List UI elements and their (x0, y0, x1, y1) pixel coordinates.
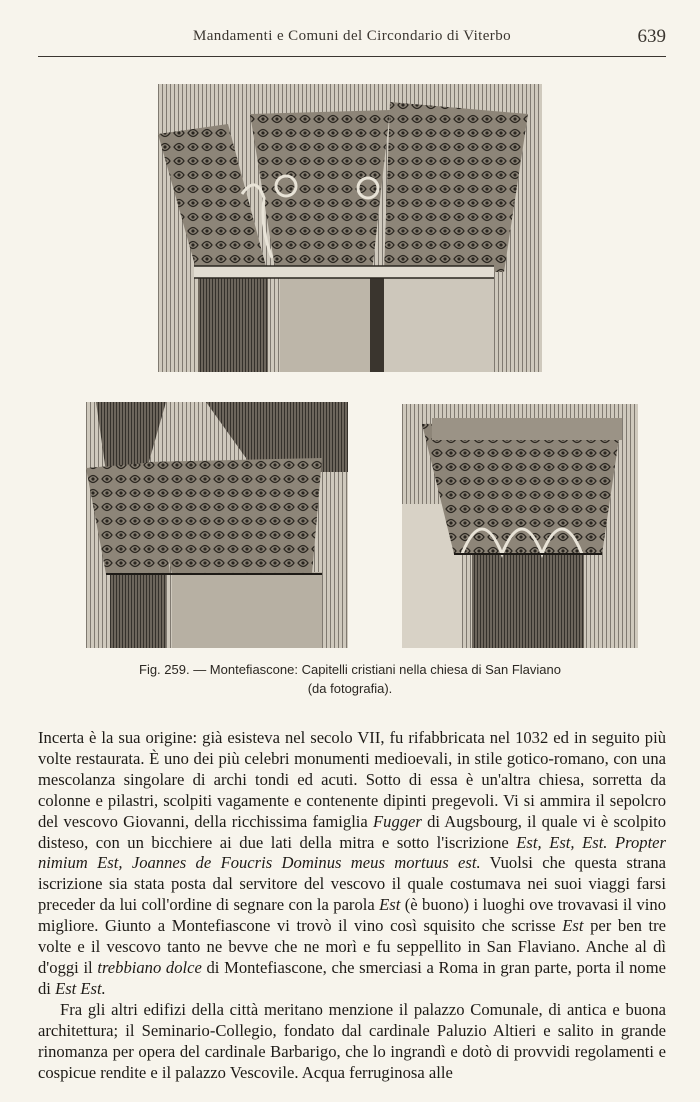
text-run: Fra gli altri edifizi della città meritano menzione il palazzo Comunale, di antica e buona architettura; il Seminario-Collegio, fondato dal cardinale Paluzio Altieri e salito in grande rinomanza per opera del cardinale Barbarigo, che lo ingrandì e dotò di provvidi regolamenti e cospicue rendite e il palazzo Vescovile. Acqua ferruginosa alle (38, 999, 666, 1082)
figure-caption (70, 660, 630, 698)
text-run: Incerta è la sua origine: già esisteva nel secolo VII, fu rifabbricata nel 1032 ed in seguito più volte restaurata. È uno dei più celebri monumenti medioevali, in stile gotico-romano, con una mescolanza singolare di archi tondi ed acuti. Sotto di essa è un'altra chiesa, sorretta da colonne e pilastri, scolpiti vagamente e contenente dipinti pregevoli. Vi si ammira il sepolcro del vescovo Giovanni, della ricchissima famiglia (38, 728, 666, 831)
italic-run: Est (379, 895, 401, 915)
italic-run: Est (562, 916, 584, 936)
text-run: per ben tre volte e il vescovo tanto ne bevve che ne morì e fu seppellito in San Flaviano. Anche al dì d'oggi il (38, 916, 666, 977)
header-rule (38, 56, 666, 57)
caption-line-2: (da fotografia). (307, 681, 393, 696)
italic-run: Est Est. (55, 978, 106, 998)
page-number: 639 (637, 26, 666, 47)
text-run: di Augsbourg, il quale vi è scolpito disteso, con un bicchiere ai due lati della mitra e sotto l'iscrizione (38, 811, 666, 852)
italic-run: Fugger (373, 811, 422, 831)
caption-line-1: Fig. 259. — Montefiascone: Capitelli cristiani nella chiesa di San Flaviano (139, 662, 561, 677)
text-run: (è buono) i luoghi ove trovavasi il vino migliore. Giunto a Montefiascone vi trovò il vino così squisito che scrisse (38, 895, 666, 936)
running-title: Mandamenti e Comuni del Circondario di Viterbo (193, 28, 511, 44)
paragraph-2 (38, 1000, 666, 1084)
running-head (38, 28, 666, 54)
engraving-three-capitals (158, 84, 542, 372)
text-run: Vuolsi che questa strana iscrizione sia stata posta dal servitore del vescovo il quale costumava nei suoi viaggi farsi preceder da lui coll'ordine di segnare con la parola (38, 853, 666, 915)
engraving-two-capitals (86, 402, 348, 648)
italic-run: Est, Est, Est. Propter nimium Est, Joannes de Foucris Dominus meus mortuus est. (38, 832, 666, 873)
engraving-corinthian-capital (402, 404, 638, 648)
text-run: di Montefiascone, che smerciasi a Roma in gran parte, porta il nome di (38, 957, 666, 998)
italic-run: trebbiano dolce (97, 957, 202, 977)
paragraph-1 (38, 728, 666, 1000)
body-text (38, 728, 666, 1083)
